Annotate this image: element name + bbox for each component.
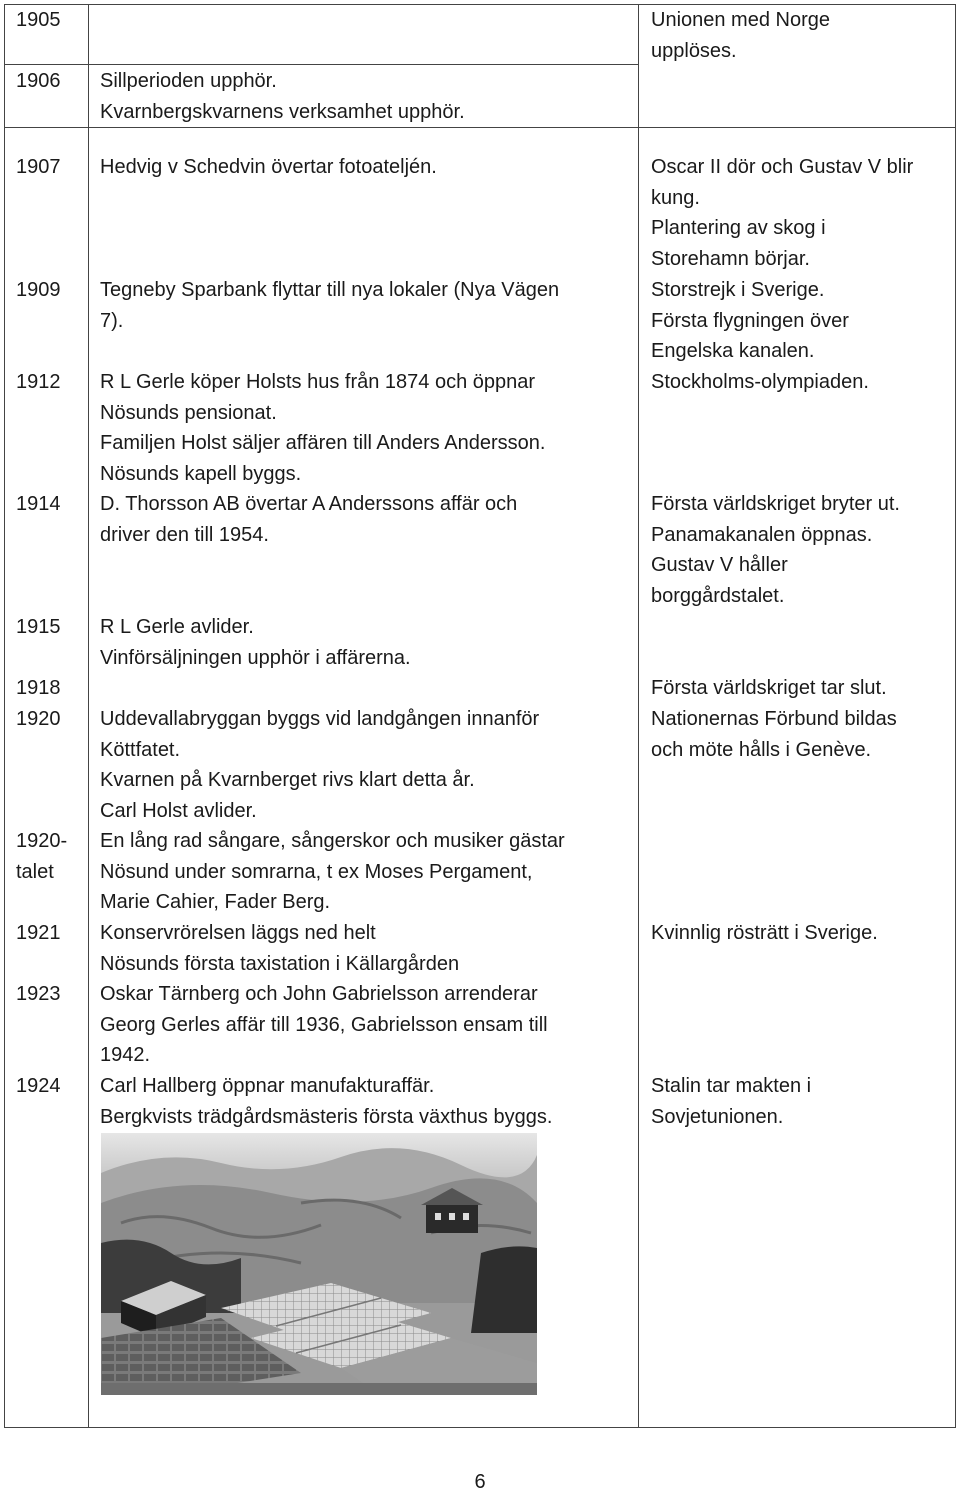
world-event-cell: Nationernas Förbund bildas och möte hålls i Genève. <box>651 708 897 761</box>
local-event-cell: Carl Hallberg öppnar manufakturaffär. Bergkvists trädgårdsmästeris första växthus byggs. <box>100 1075 553 1128</box>
world-event-cell: Kvinnlig rösträtt i Sverige. <box>651 922 878 944</box>
photo-house-window <box>435 1213 441 1220</box>
local-event-cell: R L Gerle köper Holsts hus från 1874 och öppnar Nösunds pensionat. Familjen Holst säljer affären till Anders Andersson. Nösunds kapell byggs. <box>100 371 546 485</box>
world-event-cell: Stockholms-olympiaden. <box>651 371 869 393</box>
world-event-cell: Första världskriget bryter ut. Panamakanalen öppnas. Gustav V håller borggårdstalet. <box>651 493 900 607</box>
page-number: 6 <box>474 1471 486 1493</box>
local-event-cell: Oskar Tärnberg och John Gabrielsson arrenderar Georg Gerles affär till 1936, Gabrielsson ensam till 1942. <box>100 983 548 1066</box>
local-event-cell: Tegneby Sparbank flyttar till nya lokaler (Nya Vägen 7). <box>100 279 560 332</box>
world-event-cell: Första världskriget tar slut. <box>651 677 887 699</box>
row-divider <box>4 64 638 65</box>
year-cell: 1912 <box>16 371 61 393</box>
year-cell: 1915 <box>16 616 61 638</box>
year-cell: 1914 <box>16 493 61 515</box>
world-event-cell: Stalin tar makten i Sovjetunionen. <box>651 1075 812 1128</box>
photo-house-window <box>449 1213 455 1220</box>
column-divider-year <box>88 4 89 1428</box>
world-event-cell: Oscar II dör och Gustav V blir kung. Plantering av skog i Storehamn börjar. <box>651 156 914 270</box>
row-divider <box>4 127 956 128</box>
local-event-cell: En lång rad sångare, sångerskor och musiker gästar Nösund under somrarna, t ex Moses Pergament, Marie Cahier, Fader Berg. <box>100 830 565 913</box>
year-cell: 1920- talet <box>16 830 68 883</box>
photo-foreground <box>101 1383 537 1395</box>
year-cell: 1909 <box>16 279 61 301</box>
local-event-cell: Sillperioden upphör. Kvarnbergskvarnens verksamhet upphör. <box>100 70 465 123</box>
column-divider-world <box>638 4 639 1428</box>
year-cell: 1921 <box>16 922 61 944</box>
local-event-cell: R L Gerle avlider. Vinförsäljningen upphör i affärerna. <box>100 616 411 669</box>
year-cell: 1918 <box>16 677 61 699</box>
greenhouse-photo <box>101 1133 537 1395</box>
year-cell: 1905 <box>16 9 61 31</box>
world-event-cell: Unionen med Norge upplöses. <box>651 9 830 62</box>
local-event-cell: Konservrörelsen läggs ned helt Nösunds första taxistation i Källargården <box>100 922 460 975</box>
local-event-cell: D. Thorsson AB övertar A Anderssons affär och driver den till 1954. <box>100 493 518 546</box>
local-event-cell: Uddevallabryggan byggs vid landgången innanför Köttfatet. Kvarnen på Kvarnberget rivs klart detta år. Carl Holst avlider. <box>100 708 540 822</box>
year-cell: 1906 <box>16 70 61 92</box>
world-event-cell: Storstrejk i Sverige. Första flygningen över Engelska kanalen. <box>651 279 849 362</box>
year-cell: 1920 <box>16 708 61 730</box>
year-cell: 1923 <box>16 983 61 1005</box>
year-cell: 1924 <box>16 1075 61 1097</box>
photo-house-window <box>463 1213 469 1220</box>
year-cell: 1907 <box>16 156 61 178</box>
photo-dark-vegetation <box>471 1246 537 1333</box>
local-event-cell: Hedvig v Schedvin övertar fotoateljén. <box>100 156 437 178</box>
